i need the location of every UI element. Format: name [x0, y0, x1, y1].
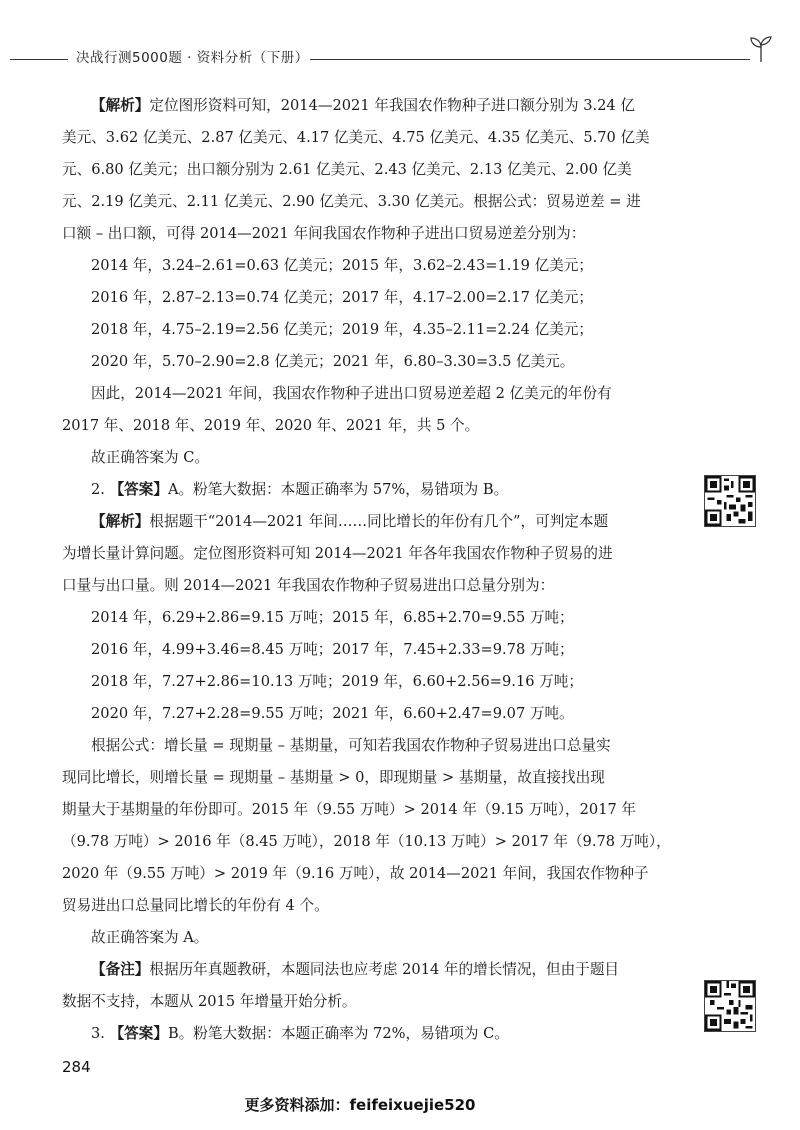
qr-code-icon	[705, 476, 755, 526]
text-line	[62, 570, 678, 602]
line-text: 美元、3.62 亿美元、2.87 亿美元、4.17 亿美元、4.75 亿美元、4.35 亿美元、5.70 亿美	[62, 129, 650, 146]
text-line	[62, 506, 678, 538]
text-line	[62, 890, 678, 922]
text-line	[62, 314, 678, 346]
line-text: 2018 年，7.27+2.86=10.13 万吨；2019 年，6.60+2.56=9.16 万吨；	[91, 673, 583, 690]
section-tag: 【解析】	[91, 97, 150, 114]
line-text: B。粉笔大数据：本题正确率为 72%，易错项为 C。	[167, 1025, 509, 1042]
qr-code-2[interactable]	[704, 980, 756, 1032]
header-rule-left	[10, 59, 68, 60]
line-text: 贸易进出口总量同比增长的年份有 4 个。	[62, 897, 329, 914]
line-text: 为增长量计算问题。定位图形资料可知 2014—2021 年各年我国农作物种子贸易的进	[62, 545, 613, 562]
line-text: 2017 年、2018 年、2019 年、2020 年、2021 年，共 5 个。	[62, 417, 480, 434]
section-tag: 【答案】	[109, 1025, 168, 1042]
text-line	[62, 762, 678, 794]
line-text: 定位图形资料可知，2014—2021 年我国农作物种子进口额分别为 3.24 亿	[149, 97, 635, 114]
running-header	[10, 44, 770, 72]
line-text: 2016 年，4.99+3.46=8.45 万吨；2017 年，7.45+2.33=9.78 万吨；	[91, 641, 574, 658]
section-tag: 【备注】	[91, 961, 150, 978]
qr-code-icon	[705, 981, 755, 1031]
text-line	[62, 474, 678, 506]
solution-text	[62, 90, 678, 1050]
text-line	[62, 250, 678, 282]
text-line	[62, 154, 678, 186]
line-text: 根据题干“2014—2021 年间……同比增长的年份有几个”，可判定本题	[149, 513, 609, 530]
question-number: 2.	[91, 481, 110, 498]
line-text: 现同比增长，则增长量 = 现期量 – 基期量 > 0，即现期量 > 基期量，故直接找出现	[62, 769, 605, 786]
text-line	[62, 442, 678, 474]
line-text: A。粉笔大数据：本题正确率为 57%，易错项为 B。	[167, 481, 509, 498]
text-line	[62, 698, 678, 730]
question-number: 3.	[91, 1025, 110, 1042]
text-line	[62, 794, 678, 826]
line-text: 故正确答案为 C。	[91, 449, 209, 466]
line-text: 因此，2014—2021 年间，我国农作物种子进出口贸易逆差超 2 亿美元的年份有	[91, 385, 612, 402]
text-line	[62, 730, 678, 762]
line-text: （9.78 万吨）> 2016 年（8.45 万吨），2018 年（10.13 万吨）> 2017 年（9.78 万吨），	[62, 833, 671, 850]
text-line	[62, 186, 678, 218]
text-line	[62, 858, 678, 890]
text-line	[62, 122, 678, 154]
text-line	[62, 634, 678, 666]
book-title: 决战行测5000题 · 资料分析（下册）	[76, 50, 309, 66]
line-text: 2018 年，4.75–2.19=2.56 亿美元；2019 年，4.35–2.11=2.24 亿美元；	[91, 321, 593, 338]
qr-code-1[interactable]	[704, 475, 756, 527]
line-text: 期量大于基期量的年份即可。2015 年（9.55 万吨）> 2014 年（9.15 万吨），2017 年	[62, 801, 637, 818]
line-text: 口量与出口量。则 2014—2021 年我国农作物种子贸易进出口总量分别为：	[62, 577, 555, 594]
line-text: 根据历年真题教研，本题同法也应考虑 2014 年的增长情况，但由于题目	[149, 961, 620, 978]
text-line	[62, 378, 678, 410]
page-number: 284	[62, 1058, 91, 1076]
line-text: 2014 年，6.29+2.86=9.15 万吨；2015 年，6.85+2.70=9.55 万吨；	[91, 609, 574, 626]
line-text: 2020 年，7.27+2.28=9.55 万吨；2021 年，6.60+2.47=9.07 万吨。	[91, 705, 574, 722]
text-line	[62, 410, 678, 442]
footer-contact-note: 更多资料添加：feifeixuejie520	[244, 1096, 476, 1114]
text-line	[62, 986, 678, 1018]
line-text: 2020 年，5.70–2.90=2.8 亿美元；2021 年，6.80–3.30=3.5 亿美元。	[91, 353, 575, 370]
header-rule-right	[310, 59, 750, 60]
text-line	[62, 1018, 678, 1050]
text-line	[62, 90, 678, 122]
text-line	[62, 282, 678, 314]
line-text: 元、2.19 亿美元、2.11 亿美元、2.90 亿美元、3.30 亿美元。根据公式：贸易逆差 = 进	[62, 193, 641, 210]
line-text: 口额 – 出口额，可得 2014—2021 年间我国农作物种子进出口贸易逆差分别为：	[62, 225, 586, 242]
text-line	[62, 602, 678, 634]
line-text: 元、6.80 亿美元；出口额分别为 2.61 亿美元、2.43 亿美元、2.13 亿美元、2.00 亿美	[62, 161, 632, 178]
text-line	[62, 826, 678, 858]
text-line	[62, 666, 678, 698]
line-text: 故正确答案为 A。	[91, 929, 209, 946]
sprout-icon	[746, 34, 776, 64]
line-text: 2016 年，2.87–2.13=0.74 亿美元；2017 年，4.17–2.00=2.17 亿美元；	[91, 289, 593, 306]
line-text: 2020 年（9.55 万吨）> 2019 年（9.16 万吨），故 2014—2021 年间，我国农作物种子	[62, 865, 649, 882]
text-line	[62, 954, 678, 986]
section-tag: 【答案】	[109, 481, 168, 498]
line-text: 数据不支持，本题从 2015 年增量开始分析。	[62, 993, 357, 1010]
line-text: 根据公式：增长量 = 现期量 – 基期量，可知若我国农作物种子贸易进出口总量实	[91, 737, 611, 754]
text-line	[62, 922, 678, 954]
text-line	[62, 346, 678, 378]
text-line	[62, 538, 678, 570]
section-tag: 【解析】	[91, 513, 150, 530]
text-line	[62, 218, 678, 250]
line-text: 2014 年，3.24–2.61=0.63 亿美元；2015 年，3.62–2.43=1.19 亿美元；	[91, 257, 593, 274]
